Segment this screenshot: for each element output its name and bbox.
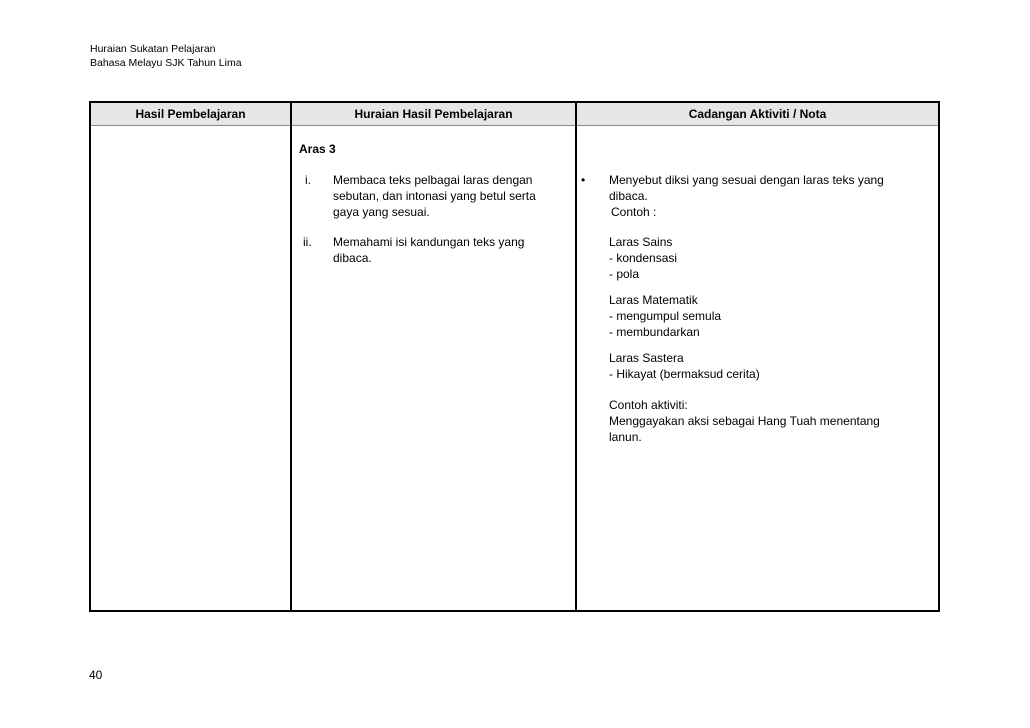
item-line: Membaca teks pelbagai laras dengan [333, 173, 533, 187]
column-header-huraian: Huraian Hasil Pembelajaran [354, 107, 513, 121]
list-item [333, 172, 536, 220]
level-label: Aras 3 [299, 142, 336, 156]
item-number: ii. [303, 235, 312, 249]
nota-line: - mengumpul semula [609, 309, 722, 323]
syllabus-table [89, 101, 940, 612]
nota-line: - membundarkan [609, 325, 700, 339]
page-number: 40 [89, 668, 103, 682]
item-line: Memahami isi kandungan teks yang [333, 235, 525, 249]
nota-line: - Hikayat (bermaksud cerita) [609, 367, 760, 381]
column-divider [290, 103, 292, 610]
nota-line: Contoh : [611, 205, 657, 219]
nota-laras-matematik [609, 292, 721, 340]
nota-laras-sastera [609, 350, 760, 382]
nota-line: Menggayakan aksi sebagai Hang Tuah menentang [609, 414, 880, 428]
nota-intro [609, 172, 884, 220]
nota-line: Contoh aktiviti: [609, 398, 688, 412]
header-title: Huraian Sukatan Pelajaran [90, 43, 216, 55]
nota-contoh-aktiviti [609, 397, 880, 445]
nota-line: Laras Sains [609, 235, 673, 249]
nota-line: Laras Sastera [609, 351, 684, 365]
column-divider [575, 103, 577, 610]
nota-line: - pola [609, 267, 640, 281]
nota-laras-sains [609, 234, 677, 282]
column-header-cadangan: Cadangan Aktiviti / Nota [688, 107, 827, 121]
list-item [333, 234, 524, 266]
nota-line: dibaca. [609, 189, 648, 203]
item-line: gaya yang sesuai. [333, 205, 430, 219]
nota-line: Menyebut diksi yang sesuai dengan laras teks yang [609, 173, 884, 187]
bullet-icon: • [581, 173, 586, 187]
column-header-hasil: Hasil Pembelajaran [135, 107, 246, 121]
item-line: dibaca. [333, 251, 372, 265]
document-header [90, 42, 242, 70]
nota-line: lanun. [609, 430, 642, 444]
item-number: i. [305, 173, 311, 187]
item-line: sebutan, dan intonasi yang betul serta [333, 189, 536, 203]
nota-line: - kondensasi [609, 251, 678, 265]
nota-line: Laras Matematik [609, 293, 698, 307]
header-subtitle: Bahasa Melayu SJK Tahun Lima [90, 57, 242, 69]
